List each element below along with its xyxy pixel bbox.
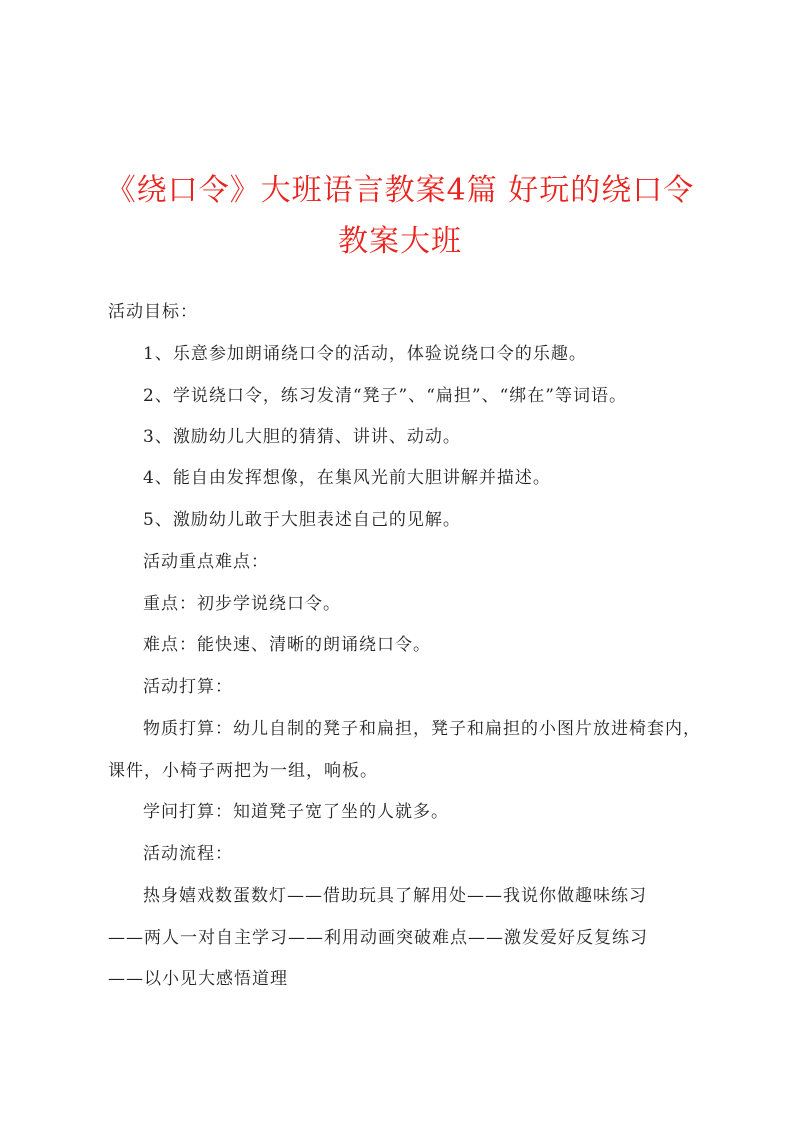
process-line-3: ——以小见大感悟道理: [108, 969, 288, 989]
goal-item-3: 3、激励幼儿大胆的猜猜、讲讲、动动。: [143, 427, 461, 447]
material-preparation-line-1: 物质打算：幼儿自制的凳子和扁担，凳子和扁担的小图片放进椅套内，: [143, 719, 701, 739]
document-title-line-2: 教案大班: [338, 224, 462, 259]
document-title-line-1: 《绕口令》大班语言教案4篇 好玩的绕口令: [105, 173, 695, 208]
goal-item-1: 1、乐意参加朗诵绕口令的活动，体验说绕口令的乐趣。: [143, 344, 587, 364]
section-heading-preparation: 活动打算：: [143, 677, 233, 697]
section-heading-key-points: 活动重点难点：: [143, 552, 269, 572]
process-line-1: 热身嬉戏数蛋数灯——借助玩具了解用处——我说你做趣味练习: [143, 886, 647, 906]
key-point-text: 重点：初步学说绕口令。: [143, 594, 341, 614]
process-line-2: ——两人一对自主学习——利用动画突破难点——激发爱好反复练习: [108, 928, 648, 948]
goal-item-2: 2、学说绕口令，练习发清“凳子”、“扁担”、“绑在”等词语。: [143, 386, 627, 406]
section-heading-goals: 活动目标：: [108, 302, 198, 322]
goal-item-5: 5、激励幼儿敢于大胆表述自己的见解。: [143, 510, 461, 530]
difficulty-text: 难点：能快速、清晰的朗诵绕口令。: [143, 635, 431, 655]
knowledge-preparation: 学问打算：知道凳子宽了坐的人就多。: [143, 802, 449, 822]
section-heading-process: 活动流程：: [143, 844, 233, 864]
material-preparation-line-2: 课件，小椅子两把为一组，响板。: [108, 761, 378, 781]
goal-item-4: 4、能自由发挥想像，在集风光前大胆讲解并描述。: [143, 468, 551, 488]
